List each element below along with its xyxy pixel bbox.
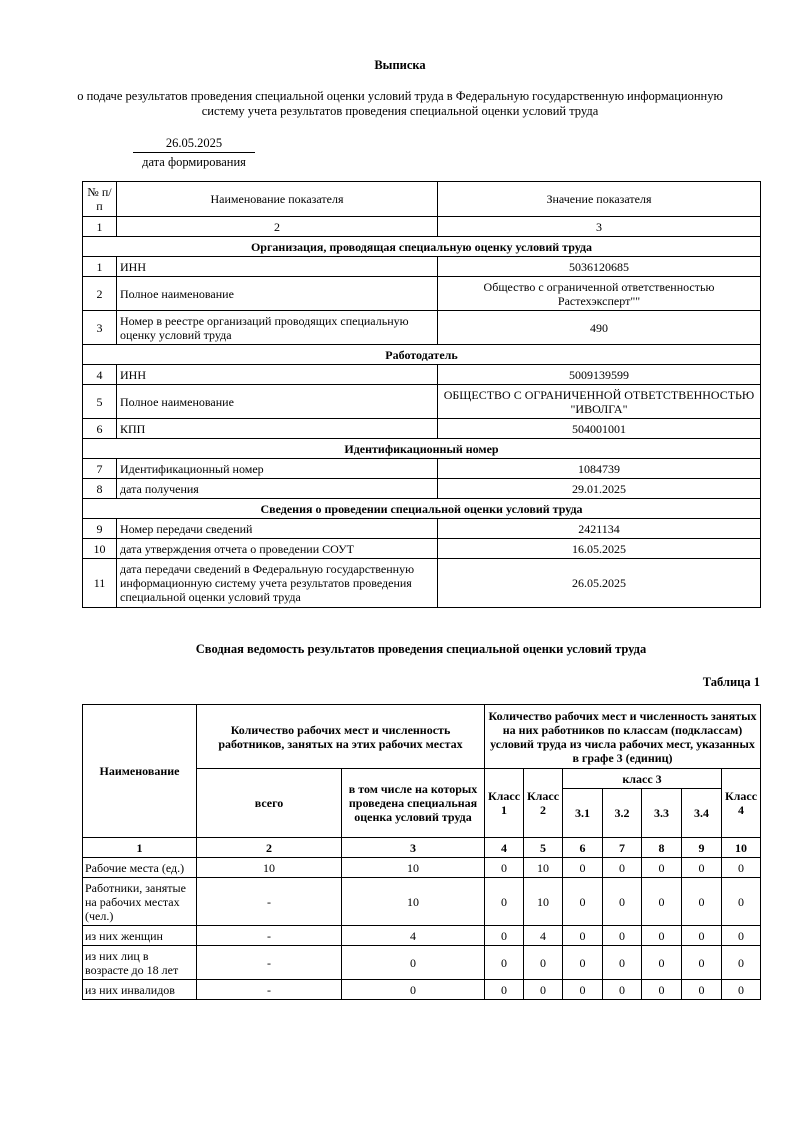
summary-row bbox=[83, 946, 761, 980]
summary-cell: 10 bbox=[524, 878, 563, 926]
row-number: 8 bbox=[83, 479, 117, 499]
col-number: 9 bbox=[682, 838, 722, 858]
head-class-2: Класс 2 bbox=[524, 769, 563, 838]
row-label: Номер в реестре организаций проводящих специальную оценку условий труда bbox=[117, 311, 438, 345]
row-value: 1084739 bbox=[438, 459, 761, 479]
head-sub-3-1: 3.1 bbox=[563, 789, 603, 838]
row-value: ОБЩЕСТВО С ОГРАНИЧЕННОЙ ОТВЕТСТВЕННОСТЬЮ "ИВОЛГА" bbox=[438, 385, 761, 419]
table-row bbox=[83, 311, 761, 345]
row-number: 3 bbox=[83, 311, 117, 345]
head-name: Наименование bbox=[83, 705, 197, 838]
row-label: Полное наименование bbox=[117, 385, 438, 419]
numbering-row bbox=[83, 217, 761, 237]
summary-cell: 0 bbox=[524, 946, 563, 980]
summary-cell: 0 bbox=[563, 858, 603, 878]
table-row bbox=[83, 257, 761, 277]
date-underline bbox=[133, 152, 255, 153]
summary-cell: 0 bbox=[682, 858, 722, 878]
row-value: 504001001 bbox=[438, 419, 761, 439]
row-value: 2421134 bbox=[438, 519, 761, 539]
row-label: ИНН bbox=[117, 365, 438, 385]
row-number: 11 bbox=[83, 559, 117, 608]
summary-cell: 10 bbox=[342, 878, 485, 926]
head-class-1: Класс 1 bbox=[485, 769, 524, 838]
summary-numbering-row bbox=[83, 838, 761, 858]
summary-row-label: Работники, занятые на рабочих местах (чел.) bbox=[83, 878, 197, 926]
summary-cell: 0 bbox=[485, 878, 524, 926]
summary-cell: 0 bbox=[682, 946, 722, 980]
summary-cell: 0 bbox=[603, 878, 642, 926]
summary-cell: - bbox=[197, 946, 342, 980]
col-number: 1 bbox=[83, 838, 197, 858]
summary-cell: 0 bbox=[603, 946, 642, 980]
summary-cell: 0 bbox=[563, 980, 603, 1000]
row-number: 10 bbox=[83, 539, 117, 559]
summary-cell: 0 bbox=[563, 946, 603, 980]
summary-table bbox=[82, 704, 761, 1000]
summary-cell: - bbox=[197, 878, 342, 926]
row-label: КПП bbox=[117, 419, 438, 439]
row-label: дата получения bbox=[117, 479, 438, 499]
row-label: Номер передачи сведений bbox=[117, 519, 438, 539]
summary-row bbox=[83, 980, 761, 1000]
section-title: Сведения о проведении специальной оценки условий труда bbox=[83, 499, 761, 519]
summary-cell: 0 bbox=[642, 946, 682, 980]
header-value: Значение показателя bbox=[438, 182, 761, 217]
summary-cell: 0 bbox=[485, 946, 524, 980]
head-class-4: Класс 4 bbox=[722, 769, 761, 838]
summary-cell: 0 bbox=[485, 980, 524, 1000]
summary-cell: 0 bbox=[722, 946, 761, 980]
row-number: 2 bbox=[83, 277, 117, 311]
section-title: Идентификационный номер bbox=[83, 439, 761, 459]
table-row bbox=[83, 365, 761, 385]
col-number: 5 bbox=[524, 838, 563, 858]
section-header-row bbox=[83, 499, 761, 519]
row-value: 29.01.2025 bbox=[438, 479, 761, 499]
summary-row bbox=[83, 926, 761, 946]
table-row bbox=[83, 539, 761, 559]
head-sub-3-2: 3.2 bbox=[603, 789, 642, 838]
head-group-workplaces: Количество рабочих мест и численность работников, занятых на этих рабочих местах bbox=[197, 705, 485, 769]
section-title: Организация, проводящая специальную оценку условий труда bbox=[83, 237, 761, 257]
table-row bbox=[83, 559, 761, 608]
header-num: № п/п bbox=[83, 182, 117, 217]
head-class-3: класс 3 bbox=[563, 769, 722, 789]
row-label: дата передачи сведений в Федеральную государственную информационную систему учета результатов проведения специальной оценки условий труда bbox=[117, 559, 438, 608]
summary-cell: 0 bbox=[603, 926, 642, 946]
section-header-row bbox=[83, 237, 761, 257]
col-number: 6 bbox=[563, 838, 603, 858]
row-value: 5036120685 bbox=[438, 257, 761, 277]
row-number: 5 bbox=[83, 385, 117, 419]
summary-cell: 10 bbox=[342, 858, 485, 878]
col-number: 8 bbox=[642, 838, 682, 858]
col-number: 3 bbox=[438, 217, 761, 237]
document-subtitle: о подаче результатов проведения специальной оценки условий труда в Федеральную государственную информационную систему учета результатов проведения специальной оценки условий труда bbox=[77, 89, 723, 118]
summary-head-row-1 bbox=[83, 705, 761, 769]
summary-cell: 0 bbox=[642, 878, 682, 926]
summary-title: Сводная ведомость результатов проведения специальной оценки условий труда bbox=[195, 642, 647, 656]
table-row bbox=[83, 519, 761, 539]
head-total: всего bbox=[197, 769, 342, 838]
section-header-row bbox=[83, 439, 761, 459]
summary-cell: 0 bbox=[524, 980, 563, 1000]
summary-row bbox=[83, 858, 761, 878]
table-row bbox=[83, 385, 761, 419]
summary-cell: 0 bbox=[722, 878, 761, 926]
col-number: 3 bbox=[342, 838, 485, 858]
summary-cell: 0 bbox=[485, 858, 524, 878]
row-number: 9 bbox=[83, 519, 117, 539]
summary-cell: 0 bbox=[642, 980, 682, 1000]
row-number: 1 bbox=[83, 257, 117, 277]
summary-row-label: из них женщин bbox=[83, 926, 197, 946]
head-sub-3-4: 3.4 bbox=[682, 789, 722, 838]
summary-cell: 0 bbox=[342, 980, 485, 1000]
summary-cell: 0 bbox=[682, 926, 722, 946]
summary-cell: 0 bbox=[563, 926, 603, 946]
col-number: 10 bbox=[722, 838, 761, 858]
formation-date-caption: дата формирования bbox=[142, 155, 246, 169]
row-label: дата утверждения отчета о проведении СОУТ bbox=[117, 539, 438, 559]
summary-row-label: Рабочие места (ед.) bbox=[83, 858, 197, 878]
summary-cell: 0 bbox=[722, 926, 761, 946]
section-title: Работодатель bbox=[83, 345, 761, 365]
table-label: Таблица 1 bbox=[702, 675, 760, 689]
table-row bbox=[83, 277, 761, 311]
row-label: ИНН bbox=[117, 257, 438, 277]
col-number: 2 bbox=[197, 838, 342, 858]
statement-table bbox=[82, 181, 761, 608]
col-number: 2 bbox=[117, 217, 438, 237]
row-value: 5009139599 bbox=[438, 365, 761, 385]
summary-cell: 0 bbox=[722, 980, 761, 1000]
head-assessed: в том числе на которых проведена специальная оценка условий труда bbox=[342, 769, 485, 838]
row-number: 7 bbox=[83, 459, 117, 479]
summary-cell: 0 bbox=[603, 858, 642, 878]
summary-cell: 0 bbox=[642, 926, 682, 946]
formation-date: 26.05.2025 bbox=[165, 136, 223, 150]
summary-cell: 0 bbox=[563, 878, 603, 926]
summary-cell: 10 bbox=[524, 858, 563, 878]
col-number: 4 bbox=[485, 838, 524, 858]
summary-cell: 0 bbox=[722, 858, 761, 878]
summary-row-label: из них лиц в возрасте до 18 лет bbox=[83, 946, 197, 980]
section-header-row bbox=[83, 345, 761, 365]
summary-cell: - bbox=[197, 980, 342, 1000]
col-number: 7 bbox=[603, 838, 642, 858]
table-header-row bbox=[83, 182, 761, 217]
row-label: Полное наименование bbox=[117, 277, 438, 311]
summary-cell: 0 bbox=[642, 858, 682, 878]
document-title: Выписка bbox=[374, 58, 426, 72]
head-sub-3-3: 3.3 bbox=[642, 789, 682, 838]
row-label: Идентификационный номер bbox=[117, 459, 438, 479]
row-number: 6 bbox=[83, 419, 117, 439]
summary-cell: 0 bbox=[485, 926, 524, 946]
summary-row-label: из них инвалидов bbox=[83, 980, 197, 1000]
summary-cell: 0 bbox=[682, 878, 722, 926]
summary-row bbox=[83, 878, 761, 926]
col-number: 1 bbox=[83, 217, 117, 237]
row-number: 4 bbox=[83, 365, 117, 385]
summary-cell: 0 bbox=[682, 980, 722, 1000]
header-name: Наименование показателя bbox=[117, 182, 438, 217]
row-value: 490 bbox=[438, 311, 761, 345]
table-row bbox=[83, 479, 761, 499]
head-group-classes: Количество рабочих мест и численность занятых на них работников по классам (подклассам) условий труда из числа рабочих мест, указанных в графе 3 (единиц) bbox=[485, 705, 761, 769]
summary-cell: - bbox=[197, 926, 342, 946]
summary-cell: 0 bbox=[603, 980, 642, 1000]
row-value: Общество с ограниченной ответственностью Растехэксперт"" bbox=[438, 277, 761, 311]
summary-cell: 10 bbox=[197, 858, 342, 878]
summary-cell: 4 bbox=[342, 926, 485, 946]
table-row bbox=[83, 459, 761, 479]
table-row bbox=[83, 419, 761, 439]
row-value: 16.05.2025 bbox=[438, 539, 761, 559]
summary-cell: 4 bbox=[524, 926, 563, 946]
row-value: 26.05.2025 bbox=[438, 559, 761, 608]
summary-cell: 0 bbox=[342, 946, 485, 980]
